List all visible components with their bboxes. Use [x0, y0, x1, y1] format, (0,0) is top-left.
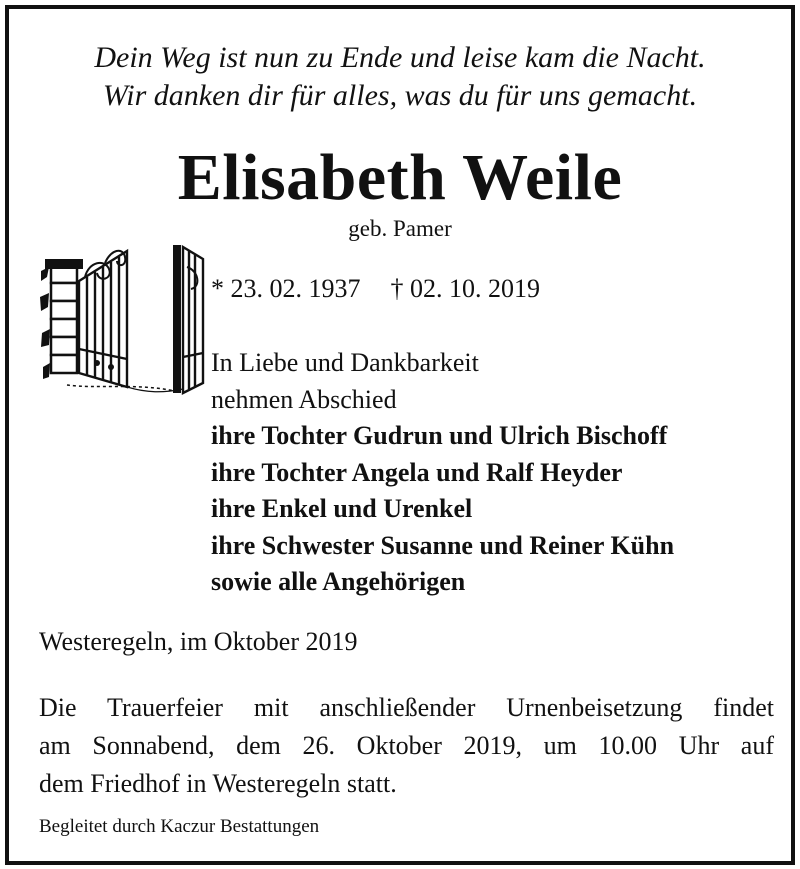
- mourner-line: ihre Tochter Angela und Ralf Heyder: [211, 457, 623, 487]
- undertaker-credit: Begleitet durch Kaczur Bestattungen: [39, 816, 320, 837]
- obituary-notice: [5, 5, 795, 865]
- maiden-name: geb. Pamer: [348, 216, 452, 241]
- intro-line-1: In Liebe und Dankbarkeit: [211, 348, 479, 377]
- death-date: † 02. 10. 2019: [390, 274, 540, 303]
- ceremony-line-1: Die Trauerfeier mit anschließender Urnenbeisetzung findet: [39, 693, 774, 722]
- birth-date: * 23. 02. 1937: [211, 274, 361, 303]
- open-cemetery-gate-icon: [37, 237, 207, 397]
- mourner-line: sowie alle Angehörigen: [211, 567, 466, 596]
- motto-line-2: Wir danken dir für alles, was du für uns gemacht.: [102, 79, 698, 112]
- mourner-line: ihre Schwester Susanne und Reiner Kühn: [211, 530, 675, 560]
- mourner-line: ihre Enkel und Urenkel: [211, 494, 473, 523]
- ceremony-line-3: dem Friedhof in Westeregeln statt.: [39, 769, 397, 798]
- intro-line-2: nehmen Abschied: [211, 384, 397, 414]
- motto-line-1: Dein Weg ist nun zu Ende und leise kam die Nacht.: [94, 41, 706, 74]
- ceremony-info: [39, 689, 774, 803]
- place-and-date: Westeregeln, im Oktober 2019: [39, 627, 358, 656]
- ceremony-line-2: am Sonnabend, dem 26. Oktober 2019, um 10.00 Uhr auf: [39, 731, 774, 760]
- deceased-name: Elisabeth Weile: [177, 141, 623, 214]
- mourners-list: [211, 345, 674, 601]
- mourner-line: ihre Tochter Gudrun und Ulrich Bischoff: [211, 421, 668, 450]
- life-dates: [211, 273, 540, 305]
